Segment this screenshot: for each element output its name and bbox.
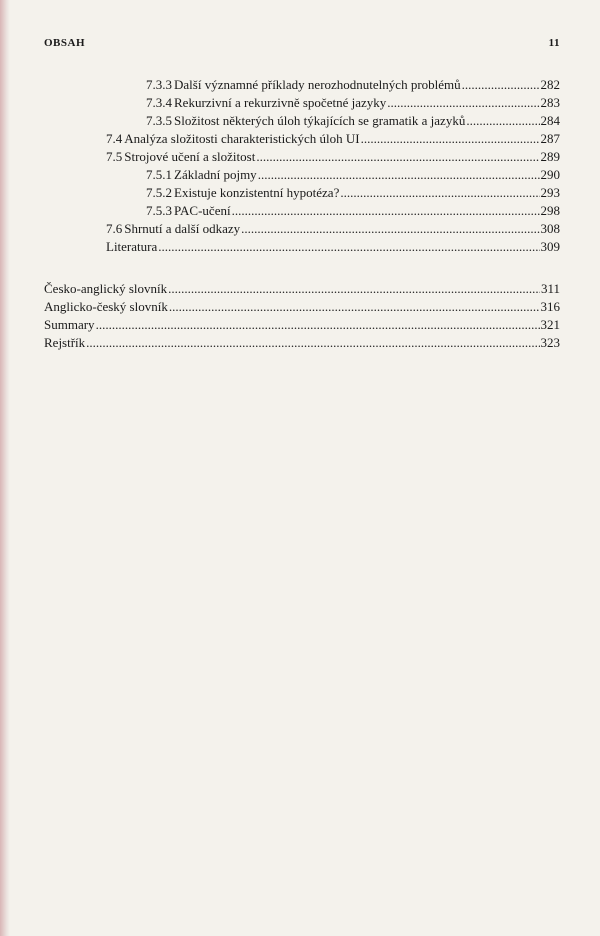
toc-entry-title: Existuje konzistentní hypotéza? [174,185,340,200]
toc-entry-number: 7.6 [106,221,123,236]
toc-entry-page: 290 [540,167,560,182]
toc-entry [106,220,560,238]
toc-entry-title: Analýza složitosti charakteristických úloh UI [124,131,360,146]
toc-entry-title: Summary [44,317,95,332]
toc-entry-title: Anglicko-český slovník [44,299,168,314]
toc-entry-title: Literatura [106,239,158,254]
toc-entry [44,280,560,298]
toc-entry-title: Základní pojmy [174,167,257,182]
toc-entry-page: 289 [540,149,560,164]
toc-entry-page: 283 [540,95,560,110]
toc-entry-title: Strojové učení a složitost [124,149,256,164]
dot-leader [158,238,539,256]
dot-leader [340,184,539,202]
toc-entry-title: PAC-učení [174,203,231,218]
toc-entry-title: Rejstřík [44,335,86,350]
toc-entry [44,334,560,352]
toc-entry-page: 309 [540,239,560,254]
toc-entry-number: 7.5 [106,149,123,164]
toc-entry-number: 7.5.3 [146,203,172,218]
dot-leader [241,220,539,238]
toc-entry [106,130,560,148]
toc-entry [106,238,560,256]
toc-entry-page: 316 [540,299,560,314]
dot-leader [168,280,540,298]
toc-entry-number: 7.5.1 [146,167,172,182]
toc-entry-page: 282 [540,77,560,92]
dot-leader [462,76,540,94]
running-head-title: OBSAH [44,37,86,49]
page-number: 11 [548,37,560,49]
toc-entry [146,76,560,94]
toc-entry-page: 293 [540,185,560,200]
toc-entry-title: Shrnutí a další odkazy [124,221,241,236]
toc-entry [146,184,560,202]
dot-leader [96,316,540,334]
page-edge-shadow [0,0,10,936]
toc-entry [146,112,560,130]
toc-entry-title: Česko-anglický slovník [44,281,168,296]
toc-entry-page: 298 [540,203,560,218]
dot-leader [466,112,539,130]
toc-entry-page: 308 [540,221,560,236]
dot-leader [361,130,540,148]
toc-entry-page: 321 [540,317,560,332]
toc-entry [146,166,560,184]
toc-entry-title: Rekurzivní a rekurzivně spočetné jazyky [174,95,387,110]
toc-entry [146,94,560,112]
toc-entry [44,298,560,316]
toc-entry-title: Další významné příklady nerozhodnutelných problémů [174,77,461,92]
toc-entry-page: 311 [540,281,560,296]
dot-leader [86,334,539,352]
dot-leader [256,148,539,166]
toc-entry-number: 7.3.4 [146,95,172,110]
dot-leader [387,94,539,112]
toc-entry-page: 287 [540,131,560,146]
toc-entry [44,316,560,334]
toc-entry-page: 323 [540,335,560,350]
toc-entry-number: 7.5.2 [146,185,172,200]
toc-entry-number: 7.3.3 [146,77,172,92]
toc-entry-number: 7.4 [106,131,123,146]
dot-leader [232,202,540,220]
dot-leader [258,166,540,184]
toc-entry-title: Složitost některých úloh týkajících se gramatik a jazyků [174,113,466,128]
toc-entry-number: 7.3.5 [146,113,172,128]
dot-leader [169,298,540,316]
running-head [44,37,560,49]
toc-entry [106,148,560,166]
toc-entry-page: 284 [540,113,560,128]
toc-entry [146,202,560,220]
